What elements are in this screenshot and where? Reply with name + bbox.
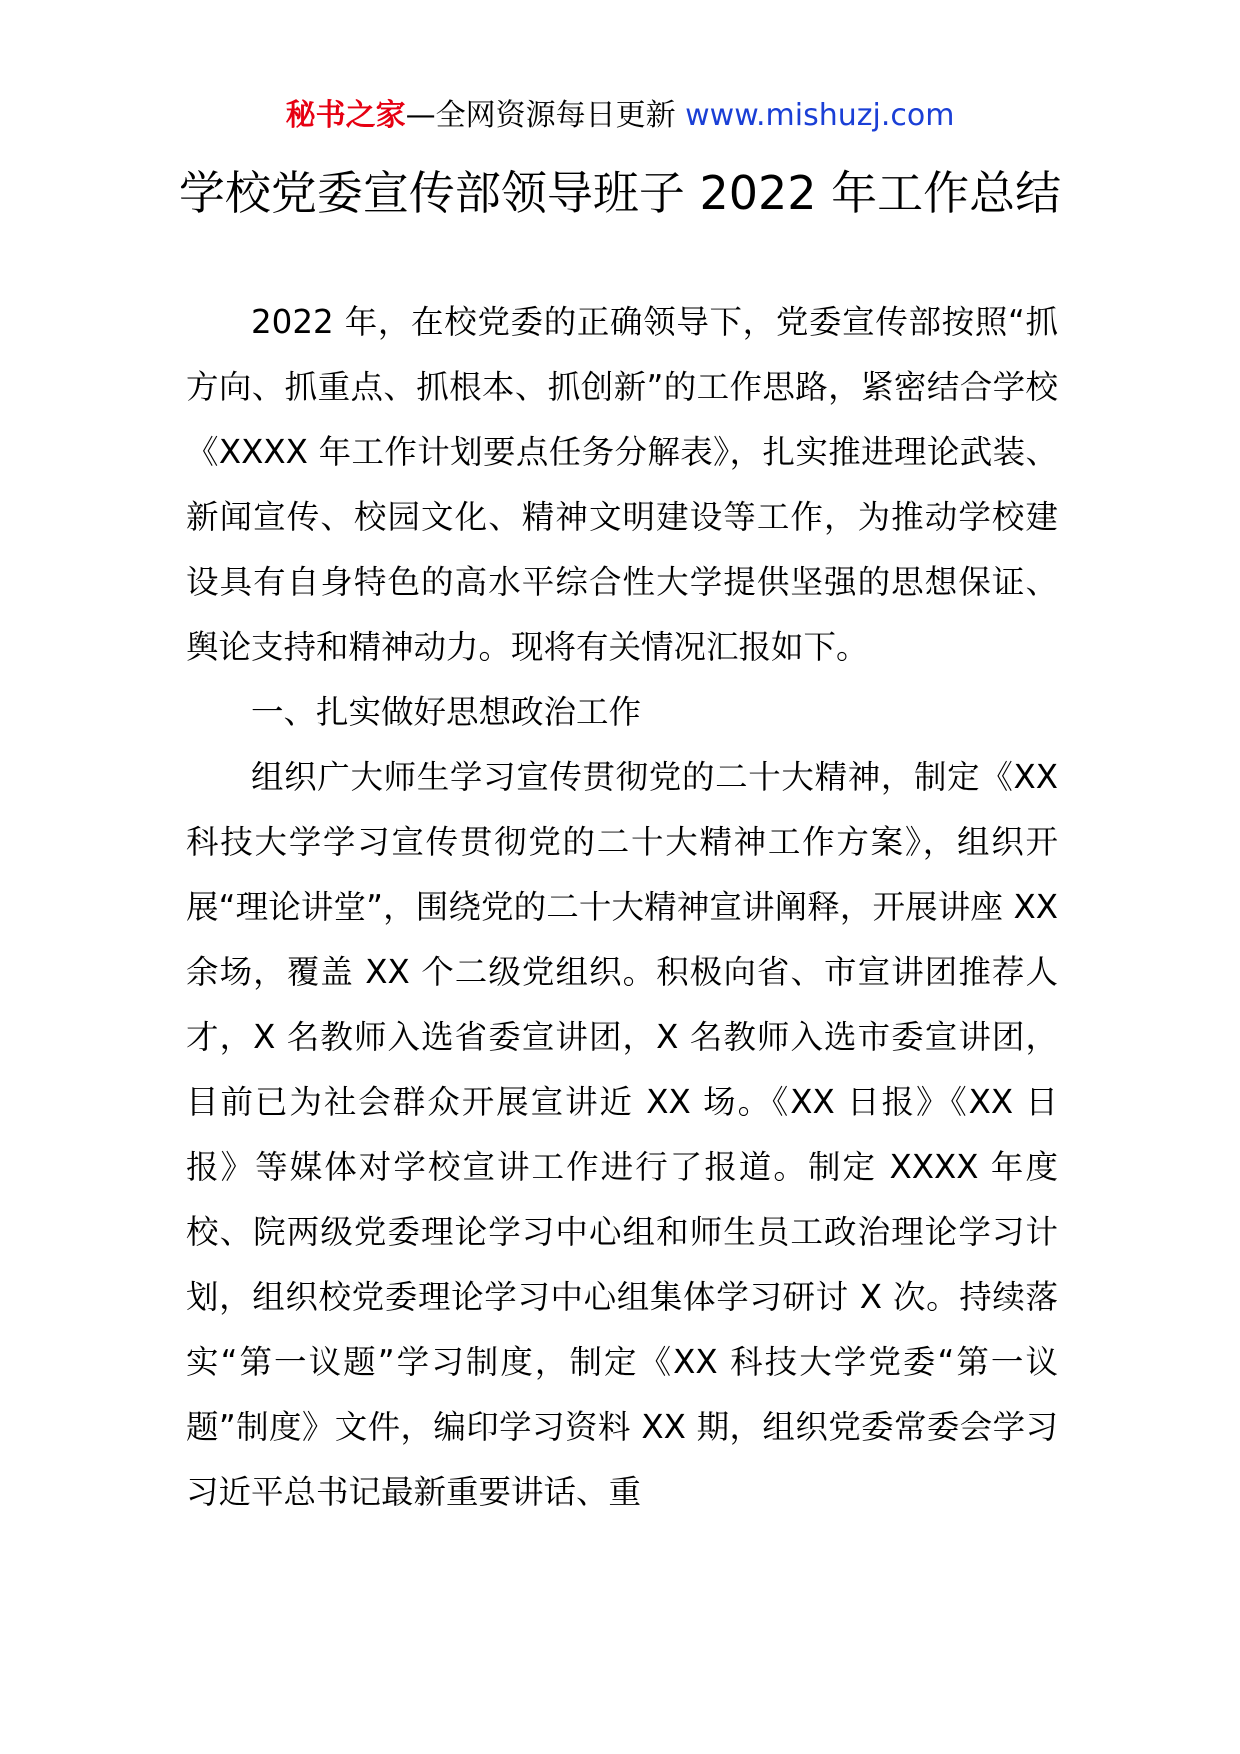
brand-name: 秘书之家 — [285, 98, 406, 133]
document-body — [186, 290, 1058, 1525]
site-header — [0, 96, 1240, 136]
site-url-link[interactable]: www.mishuzj.com — [685, 98, 955, 133]
section-heading: 一、扎实做好思想政治工作 — [251, 693, 642, 731]
header-tagline: —全网资源每日更新 — [405, 98, 676, 133]
document-title: 学校党委宣传部领导班子 2022 年工作总结 — [178, 166, 1062, 220]
body-paragraph: 组织广大师生学习宣传贯彻党的二十大精神，制定《XX 科技大学学习宣传贯彻党的二十大精神工作方案》，组织开展“理论讲堂”，围绕党的二十大精神宣讲阐释，开展讲座 XX 余场，覆盖 XX 个二级党组织。积极向省、市宣讲团推荐人才，X 名教师入选省委宣讲团，X 名教师入选市委宣讲团，目前已为社会群众开展宣讲近 XX 场。《XX 日报》《XX 日报》等媒体对学校宣讲工作进行了报道。制定 XXXX 年度校、院两级党委理论学习中心组和师生员工政治理论学习计划，组织校党委理论学习中心组集体学习研讨 X 次。持续落实“第一议题”学习制度，制定《XX 科技大学党委“第一议题”制度》文件，编印学习资料 XX 期，组织党委常委会学习习近平总书记最新重要讲话、重 — [186, 758, 1058, 1511]
intro-paragraph: 2022 年，在校党委的正确领导下，党委宣传部按照“抓方向、抓重点、抓根本、抓创新”的工作思路，紧密结合学校《XXXX 年工作计划要点任务分解表》，扎实推进理论武装、新闻宣传、校园文化、精神文明建设等工作，为推动学校建设具有自身特色的高水平综合性大学提供坚强的思想保证、舆论支持和精神动力。现将有关情况汇报如下。 — [186, 303, 1058, 666]
